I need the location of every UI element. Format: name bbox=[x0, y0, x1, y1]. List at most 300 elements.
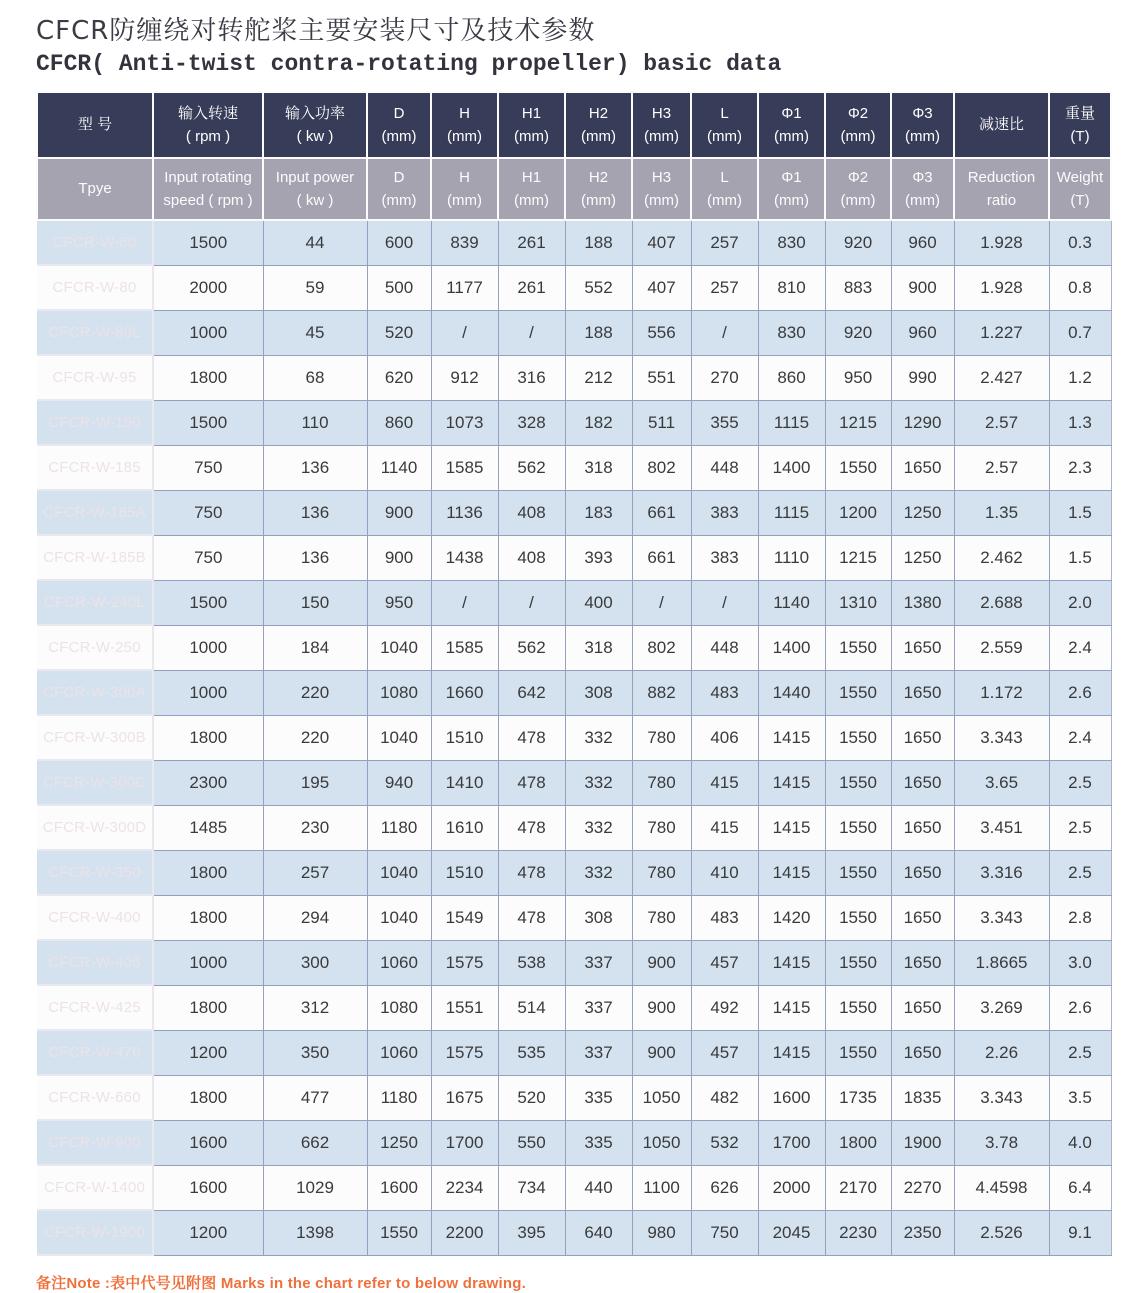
data-cell: 1200 bbox=[825, 490, 891, 535]
data-cell: 1550 bbox=[825, 715, 891, 760]
data-cell: 1050 bbox=[632, 1120, 691, 1165]
data-cell: 1650 bbox=[891, 715, 954, 760]
data-cell: 500 bbox=[367, 265, 431, 310]
data-cell: 195 bbox=[263, 760, 367, 805]
data-cell: 2.6 bbox=[1049, 985, 1111, 1030]
data-cell: 1600 bbox=[758, 1075, 825, 1120]
model-cell: CFCR-W-900 bbox=[37, 1120, 153, 1165]
header-cell: Φ1 (mm) bbox=[758, 158, 825, 220]
header-cell: Reduction ratio bbox=[954, 158, 1049, 220]
data-cell: 1700 bbox=[758, 1120, 825, 1165]
header-cell: Φ3 (mm) bbox=[891, 158, 954, 220]
data-cell: 457 bbox=[691, 940, 758, 985]
data-cell: 2170 bbox=[825, 1165, 891, 1210]
spec-table bbox=[36, 91, 1112, 1256]
header-cell: H2 (mm) bbox=[565, 92, 632, 158]
data-cell: 1415 bbox=[758, 805, 825, 850]
data-cell: 1550 bbox=[825, 850, 891, 895]
data-cell: 520 bbox=[498, 1075, 565, 1120]
data-cell: 44 bbox=[263, 220, 367, 265]
model-cell: CFCR-W-300B bbox=[37, 715, 153, 760]
data-cell: 1380 bbox=[891, 580, 954, 625]
data-cell: 335 bbox=[565, 1120, 632, 1165]
table-row bbox=[37, 850, 1111, 895]
table-row bbox=[37, 1075, 1111, 1120]
data-cell: 440 bbox=[565, 1165, 632, 1210]
data-cell: 1400 bbox=[758, 625, 825, 670]
data-cell: 1200 bbox=[153, 1030, 263, 1075]
model-cell: CFCR-W-300C bbox=[37, 760, 153, 805]
data-cell: 900 bbox=[367, 535, 431, 580]
data-cell: 1310 bbox=[825, 580, 891, 625]
table-row bbox=[37, 265, 1111, 310]
data-cell: 1136 bbox=[431, 490, 498, 535]
data-cell: 1610 bbox=[431, 805, 498, 850]
header-cell: H3 (mm) bbox=[632, 158, 691, 220]
data-cell: 2045 bbox=[758, 1210, 825, 1255]
data-cell: 750 bbox=[691, 1210, 758, 1255]
data-cell: 900 bbox=[891, 265, 954, 310]
data-cell: 1440 bbox=[758, 670, 825, 715]
data-cell: / bbox=[431, 580, 498, 625]
data-cell: 1140 bbox=[758, 580, 825, 625]
data-cell: 2.559 bbox=[954, 625, 1049, 670]
data-cell: 1.8665 bbox=[954, 940, 1049, 985]
data-cell: 1650 bbox=[891, 670, 954, 715]
data-cell: 220 bbox=[263, 715, 367, 760]
data-cell: 1.3 bbox=[1049, 400, 1111, 445]
model-cell: CFCR-W-250 bbox=[37, 625, 153, 670]
data-cell: 110 bbox=[263, 400, 367, 445]
data-cell: 1510 bbox=[431, 715, 498, 760]
header-cell: 型 号 bbox=[37, 92, 153, 158]
catalog-page bbox=[36, 6, 1110, 1293]
data-cell: / bbox=[498, 310, 565, 355]
data-cell: 257 bbox=[691, 265, 758, 310]
data-cell: 0.3 bbox=[1049, 220, 1111, 265]
data-cell: 802 bbox=[632, 445, 691, 490]
page-title-chinese: CFCR防缠绕对转舵桨主要安装尺寸及技术参数 bbox=[36, 16, 596, 46]
data-cell: 478 bbox=[498, 805, 565, 850]
data-cell: 960 bbox=[891, 220, 954, 265]
data-cell: 1650 bbox=[891, 850, 954, 895]
data-cell: 1650 bbox=[891, 940, 954, 985]
data-cell: 860 bbox=[367, 400, 431, 445]
model-cell: CFCR-W-660 bbox=[37, 1075, 153, 1120]
data-cell: 562 bbox=[498, 445, 565, 490]
data-cell: 511 bbox=[632, 400, 691, 445]
data-cell: 1215 bbox=[825, 535, 891, 580]
table-row bbox=[37, 1030, 1111, 1075]
table-row bbox=[37, 625, 1111, 670]
data-cell: 478 bbox=[498, 760, 565, 805]
data-cell: / bbox=[498, 580, 565, 625]
data-cell: 912 bbox=[431, 355, 498, 400]
header-cell: Φ2 (mm) bbox=[825, 92, 891, 158]
data-cell: 920 bbox=[825, 310, 891, 355]
data-cell: / bbox=[632, 580, 691, 625]
data-cell: 182 bbox=[565, 400, 632, 445]
model-cell: CFCR-W-80 bbox=[37, 265, 153, 310]
footnote: 备注Note :表中代号见附图 Marks in the chart refer to below drawing. bbox=[36, 1275, 526, 1292]
data-cell: 294 bbox=[263, 895, 367, 940]
data-cell: 1550 bbox=[825, 1030, 891, 1075]
model-cell: CFCR-W-185B bbox=[37, 535, 153, 580]
data-cell: 1835 bbox=[891, 1075, 954, 1120]
data-cell: 270 bbox=[691, 355, 758, 400]
data-cell: 1550 bbox=[825, 625, 891, 670]
data-cell: 1180 bbox=[367, 805, 431, 850]
data-cell: 482 bbox=[691, 1075, 758, 1120]
data-cell: 830 bbox=[758, 220, 825, 265]
data-cell: 0.8 bbox=[1049, 265, 1111, 310]
model-cell: CFCR-W-408 bbox=[37, 940, 153, 985]
data-cell: 1800 bbox=[153, 895, 263, 940]
data-cell: 2350 bbox=[891, 1210, 954, 1255]
data-cell: 1550 bbox=[825, 670, 891, 715]
header-cell: Weight (T) bbox=[1049, 158, 1111, 220]
data-cell: 3.269 bbox=[954, 985, 1049, 1030]
data-cell: 1551 bbox=[431, 985, 498, 1030]
data-cell: 1500 bbox=[153, 580, 263, 625]
data-cell: 1575 bbox=[431, 1030, 498, 1075]
data-cell: 780 bbox=[632, 760, 691, 805]
data-cell: 2270 bbox=[891, 1165, 954, 1210]
data-cell: 230 bbox=[263, 805, 367, 850]
model-cell: CFCR-W-185A bbox=[37, 490, 153, 535]
data-cell: 1250 bbox=[891, 490, 954, 535]
data-cell: 802 bbox=[632, 625, 691, 670]
data-cell: 1660 bbox=[431, 670, 498, 715]
data-cell: 2.462 bbox=[954, 535, 1049, 580]
data-cell: 2234 bbox=[431, 1165, 498, 1210]
data-cell: 188 bbox=[565, 310, 632, 355]
data-cell: 3.343 bbox=[954, 715, 1049, 760]
data-cell: 661 bbox=[632, 490, 691, 535]
data-cell: 882 bbox=[632, 670, 691, 715]
data-cell: 1200 bbox=[153, 1210, 263, 1255]
model-cell: CFCR-W-80L bbox=[37, 310, 153, 355]
data-cell: 2.57 bbox=[954, 400, 1049, 445]
data-cell: 45 bbox=[263, 310, 367, 355]
data-cell: 1575 bbox=[431, 940, 498, 985]
data-cell: 950 bbox=[825, 355, 891, 400]
data-cell: 940 bbox=[367, 760, 431, 805]
header-row-zh bbox=[37, 92, 1111, 158]
data-cell: 1585 bbox=[431, 445, 498, 490]
data-cell: 2.26 bbox=[954, 1030, 1049, 1075]
data-cell: 600 bbox=[367, 220, 431, 265]
header-row-en bbox=[37, 158, 1111, 220]
data-cell: 1550 bbox=[825, 895, 891, 940]
header-cell: 输入功率 ( kw ) bbox=[263, 92, 367, 158]
data-cell: 212 bbox=[565, 355, 632, 400]
data-cell: 1675 bbox=[431, 1075, 498, 1120]
data-cell: 1485 bbox=[153, 805, 263, 850]
data-cell: 2.5 bbox=[1049, 1030, 1111, 1075]
data-cell: 328 bbox=[498, 400, 565, 445]
header-cell: H (mm) bbox=[431, 92, 498, 158]
header-cell: L (mm) bbox=[691, 92, 758, 158]
header-cell: Input power ( kw ) bbox=[263, 158, 367, 220]
header-cell: Φ3 (mm) bbox=[891, 92, 954, 158]
data-cell: 2.688 bbox=[954, 580, 1049, 625]
data-cell: 136 bbox=[263, 490, 367, 535]
data-cell: 780 bbox=[632, 895, 691, 940]
data-cell: 9.1 bbox=[1049, 1210, 1111, 1255]
data-cell: 556 bbox=[632, 310, 691, 355]
data-cell: 415 bbox=[691, 760, 758, 805]
data-cell: 2300 bbox=[153, 760, 263, 805]
data-cell: 408 bbox=[498, 490, 565, 535]
data-cell: 2.4 bbox=[1049, 715, 1111, 760]
data-cell: 316 bbox=[498, 355, 565, 400]
data-cell: / bbox=[431, 310, 498, 355]
data-cell: 662 bbox=[263, 1120, 367, 1165]
data-cell: 830 bbox=[758, 310, 825, 355]
data-cell: 2.57 bbox=[954, 445, 1049, 490]
data-cell: 1550 bbox=[825, 445, 891, 490]
data-cell: 1900 bbox=[891, 1120, 954, 1165]
data-cell: 1.928 bbox=[954, 220, 1049, 265]
data-cell: 355 bbox=[691, 400, 758, 445]
data-cell: 1290 bbox=[891, 400, 954, 445]
model-cell: CFCR-W-95 bbox=[37, 355, 153, 400]
data-cell: 620 bbox=[367, 355, 431, 400]
table-row bbox=[37, 715, 1111, 760]
data-cell: 335 bbox=[565, 1075, 632, 1120]
data-cell: 1.5 bbox=[1049, 535, 1111, 580]
header-cell: Input rotating speed ( rpm ) bbox=[153, 158, 263, 220]
data-cell: 980 bbox=[632, 1210, 691, 1255]
data-cell: 1110 bbox=[758, 535, 825, 580]
data-cell: 184 bbox=[263, 625, 367, 670]
data-cell: 1550 bbox=[825, 940, 891, 985]
data-cell: 1.2 bbox=[1049, 355, 1111, 400]
data-cell: 318 bbox=[565, 445, 632, 490]
data-cell: 1415 bbox=[758, 760, 825, 805]
data-cell: 477 bbox=[263, 1075, 367, 1120]
data-cell: 308 bbox=[565, 670, 632, 715]
model-cell: CFCR-W-1400 bbox=[37, 1165, 153, 1210]
data-cell: 1650 bbox=[891, 985, 954, 1030]
model-cell: CFCR-W-60 bbox=[37, 220, 153, 265]
header-cell: L (mm) bbox=[691, 158, 758, 220]
data-cell: 2000 bbox=[758, 1165, 825, 1210]
table-row bbox=[37, 895, 1111, 940]
data-cell: 1550 bbox=[825, 760, 891, 805]
data-cell: 4.0 bbox=[1049, 1120, 1111, 1165]
model-cell: CFCR-W-425 bbox=[37, 985, 153, 1030]
data-cell: 395 bbox=[498, 1210, 565, 1255]
model-cell: CFCR-W-300D bbox=[37, 805, 153, 850]
data-cell: 1040 bbox=[367, 715, 431, 760]
data-cell: / bbox=[691, 580, 758, 625]
data-cell: 136 bbox=[263, 535, 367, 580]
data-cell: 2.427 bbox=[954, 355, 1049, 400]
data-cell: 1100 bbox=[632, 1165, 691, 1210]
data-cell: 1415 bbox=[758, 1030, 825, 1075]
data-cell: 1550 bbox=[367, 1210, 431, 1255]
data-cell: 1415 bbox=[758, 940, 825, 985]
table-row bbox=[37, 940, 1111, 985]
data-cell: 1800 bbox=[825, 1120, 891, 1165]
header-cell: 输入转速 ( rpm ) bbox=[153, 92, 263, 158]
data-cell: 257 bbox=[263, 850, 367, 895]
data-cell: 337 bbox=[565, 940, 632, 985]
table-row bbox=[37, 580, 1111, 625]
data-cell: 1500 bbox=[153, 220, 263, 265]
data-cell: 562 bbox=[498, 625, 565, 670]
data-cell: 1073 bbox=[431, 400, 498, 445]
data-cell: 1029 bbox=[263, 1165, 367, 1210]
data-cell: 780 bbox=[632, 715, 691, 760]
data-cell: 478 bbox=[498, 895, 565, 940]
header-cell: H1 (mm) bbox=[498, 92, 565, 158]
data-cell: 1549 bbox=[431, 895, 498, 940]
data-cell: 383 bbox=[691, 535, 758, 580]
data-cell: 2.3 bbox=[1049, 445, 1111, 490]
table-row bbox=[37, 535, 1111, 580]
data-cell: 1250 bbox=[367, 1120, 431, 1165]
data-cell: 2230 bbox=[825, 1210, 891, 1255]
data-cell: 2000 bbox=[153, 265, 263, 310]
data-cell: 1550 bbox=[825, 805, 891, 850]
table-row bbox=[37, 490, 1111, 535]
header-cell: H3 (mm) bbox=[632, 92, 691, 158]
data-cell: 1650 bbox=[891, 895, 954, 940]
data-cell: 1800 bbox=[153, 1075, 263, 1120]
data-cell: 448 bbox=[691, 445, 758, 490]
model-cell: CFCR-W-185 bbox=[37, 445, 153, 490]
table-row bbox=[37, 1210, 1111, 1255]
data-cell: 478 bbox=[498, 850, 565, 895]
data-cell: 810 bbox=[758, 265, 825, 310]
data-cell: 332 bbox=[565, 805, 632, 850]
data-cell: 257 bbox=[691, 220, 758, 265]
data-cell: 1800 bbox=[153, 715, 263, 760]
data-cell: / bbox=[691, 310, 758, 355]
data-cell: 2.6 bbox=[1049, 670, 1111, 715]
data-cell: 900 bbox=[632, 985, 691, 1030]
data-cell: 1650 bbox=[891, 1030, 954, 1075]
data-cell: 0.7 bbox=[1049, 310, 1111, 355]
data-cell: 408 bbox=[498, 535, 565, 580]
data-cell: 2.5 bbox=[1049, 805, 1111, 850]
data-cell: 1510 bbox=[431, 850, 498, 895]
data-cell: 1250 bbox=[891, 535, 954, 580]
data-cell: 550 bbox=[498, 1120, 565, 1165]
data-cell: 750 bbox=[153, 490, 263, 535]
data-cell: 478 bbox=[498, 715, 565, 760]
data-cell: 3.343 bbox=[954, 1075, 1049, 1120]
data-cell: 1.35 bbox=[954, 490, 1049, 535]
model-cell: CFCR-W-240L bbox=[37, 580, 153, 625]
data-cell: 1400 bbox=[758, 445, 825, 490]
data-cell: 406 bbox=[691, 715, 758, 760]
data-cell: 1140 bbox=[367, 445, 431, 490]
data-cell: 1550 bbox=[825, 985, 891, 1030]
data-cell: 2.5 bbox=[1049, 850, 1111, 895]
model-cell: CFCR-W-300A bbox=[37, 670, 153, 715]
data-cell: 1415 bbox=[758, 715, 825, 760]
data-cell: 3.343 bbox=[954, 895, 1049, 940]
data-cell: 1410 bbox=[431, 760, 498, 805]
data-cell: 1080 bbox=[367, 985, 431, 1030]
data-cell: 1700 bbox=[431, 1120, 498, 1165]
table-row bbox=[37, 670, 1111, 715]
data-cell: 1.172 bbox=[954, 670, 1049, 715]
data-cell: 640 bbox=[565, 1210, 632, 1255]
data-cell: 1438 bbox=[431, 535, 498, 580]
data-cell: 3.316 bbox=[954, 850, 1049, 895]
data-cell: 1600 bbox=[153, 1120, 263, 1165]
data-cell: 332 bbox=[565, 850, 632, 895]
data-cell: 332 bbox=[565, 715, 632, 760]
data-cell: 1115 bbox=[758, 400, 825, 445]
data-cell: 2.526 bbox=[954, 1210, 1049, 1255]
table-row bbox=[37, 445, 1111, 490]
data-cell: 2.8 bbox=[1049, 895, 1111, 940]
data-cell: 407 bbox=[632, 220, 691, 265]
data-cell: 520 bbox=[367, 310, 431, 355]
data-cell: 900 bbox=[632, 940, 691, 985]
data-cell: 136 bbox=[263, 445, 367, 490]
data-cell: 400 bbox=[565, 580, 632, 625]
data-cell: 59 bbox=[263, 265, 367, 310]
header-cell: H1 (mm) bbox=[498, 158, 565, 220]
data-cell: 1000 bbox=[153, 670, 263, 715]
data-cell: 1000 bbox=[153, 940, 263, 985]
data-cell: 1180 bbox=[367, 1075, 431, 1120]
data-cell: 950 bbox=[367, 580, 431, 625]
data-cell: 337 bbox=[565, 985, 632, 1030]
data-cell: 308 bbox=[565, 895, 632, 940]
header-cell: H2 (mm) bbox=[565, 158, 632, 220]
data-cell: 780 bbox=[632, 805, 691, 850]
data-cell: 535 bbox=[498, 1030, 565, 1075]
data-cell: 4.4598 bbox=[954, 1165, 1049, 1210]
data-cell: 1800 bbox=[153, 355, 263, 400]
table-row bbox=[37, 805, 1111, 850]
data-cell: 332 bbox=[565, 760, 632, 805]
data-cell: 661 bbox=[632, 535, 691, 580]
table-row bbox=[37, 760, 1111, 805]
data-cell: 483 bbox=[691, 670, 758, 715]
data-cell: 552 bbox=[565, 265, 632, 310]
table-row bbox=[37, 1165, 1111, 1210]
data-cell: 900 bbox=[367, 490, 431, 535]
model-cell: CFCR-W-1900 bbox=[37, 1210, 153, 1255]
data-cell: 261 bbox=[498, 220, 565, 265]
data-cell: 960 bbox=[891, 310, 954, 355]
model-cell: CFCR-W-476 bbox=[37, 1030, 153, 1075]
header-cell: Φ2 (mm) bbox=[825, 158, 891, 220]
page-title-english: CFCR( Anti-twist contra-rotating propeller) basic data bbox=[36, 51, 782, 77]
data-cell: 860 bbox=[758, 355, 825, 400]
data-cell: 1.227 bbox=[954, 310, 1049, 355]
data-cell: 1040 bbox=[367, 850, 431, 895]
data-cell: 1040 bbox=[367, 895, 431, 940]
table-row bbox=[37, 985, 1111, 1030]
table-row bbox=[37, 220, 1111, 265]
data-cell: 3.451 bbox=[954, 805, 1049, 850]
data-cell: 900 bbox=[632, 1030, 691, 1075]
data-cell: 448 bbox=[691, 625, 758, 670]
data-cell: 2200 bbox=[431, 1210, 498, 1255]
data-cell: 1600 bbox=[367, 1165, 431, 1210]
data-cell: 407 bbox=[632, 265, 691, 310]
